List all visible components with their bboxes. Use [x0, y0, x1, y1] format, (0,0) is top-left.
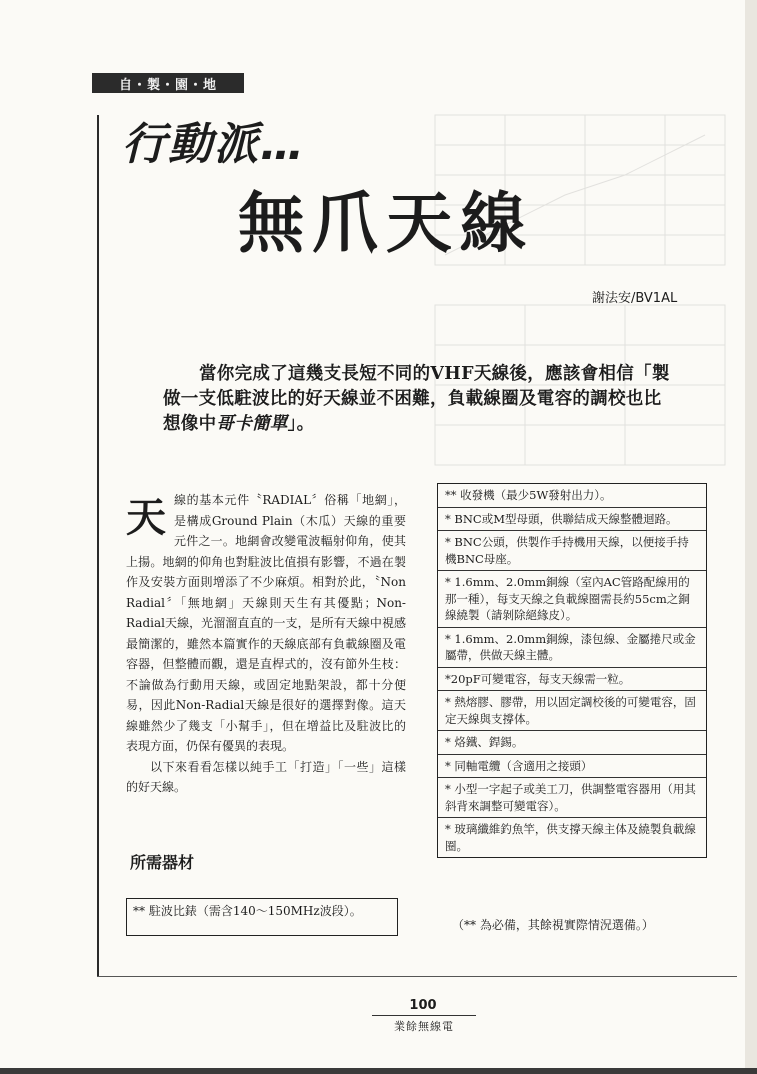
body-paragraph-1: 線的基本元件〝RADIAL〞俗稱「地網」，是構成Ground Plain（木瓜）天線的重要元件之一。地網會改變電波輻射仰角，使其上揚。地網的仰角也對駐波比值損有影響，不過在製作及安裝方面則增添了不少麻煩。相對於此，〝Non Radial〞「無地網」天線則天生有其優點；Non-Radial天線，光溜溜直直的一支，是所有天線中視感最簡潔的，雖然本篇實作的天線底部有負載線圈及電容器，但整體而觀，還是直桿式的，沒有節外生枝：不論做為行動用天線，或固定地點架設，都十分便易，因此Non-Radial天線是很好的選擇對像。這天線雖然少了幾支「小幫手」，但在增益比及駐波比的表現方面，仍保有優異的表現。	[126, 493, 406, 753]
intro-emphasis: 哥卡簡單	[216, 414, 288, 434]
materials-list	[437, 483, 707, 858]
materials-item: * 1.6mm、2.0mm銅線（室內AC管路配線用的那一種），每支天線之負載線圈需長約55cm之銅線繞製（請剝除絕緣皮）。	[438, 571, 706, 628]
bottom-rule	[97, 976, 737, 977]
scan-edge	[0, 1068, 757, 1074]
materials-item: * 同軸電纜（含適用之接頭）	[438, 755, 706, 779]
page-edge-shadow	[745, 0, 757, 1074]
materials-item: * 小型一字起子或美工刀，供調整電容器用（用其斜背來調整可變電容）。	[438, 778, 706, 818]
body-column	[126, 490, 406, 798]
drop-cap: 天	[126, 494, 166, 541]
vertical-rule	[97, 115, 99, 977]
section-tag: 自・製・園・地	[92, 73, 244, 93]
title-line-1: 行動派…	[122, 119, 306, 170]
title-line-2: 無爪天線	[238, 184, 534, 262]
intro-tail: 」。	[287, 414, 315, 434]
page-number: 100	[409, 998, 437, 1013]
materials-heading: 所需器材	[130, 853, 195, 872]
materials-item: ** 收發機（最少5W發射出力）。	[438, 484, 706, 508]
intro-paragraph	[163, 362, 673, 437]
footer-rule	[372, 1015, 476, 1016]
materials-item: * BNC或M型母頭，供聯結成天線整體迴路。	[438, 508, 706, 532]
materials-note: （** 為必備，其餘視實際情況選備。）	[452, 918, 654, 932]
materials-item: * 1.6mm、2.0mm銅線，漆包線、金屬捲尺或金屬帶，供做天線主體。	[438, 628, 706, 668]
materials-item: * BNC公頭，供製作手持機用天線，以便接手持機BNC母座。	[438, 531, 706, 571]
materials-left-item: ** 駐波比錶（需含140～150MHz波段）。	[126, 898, 398, 936]
author-byline: 謝法安/BV1AL	[592, 291, 678, 306]
materials-item: *20pF可變電容，每支天線需一粒。	[438, 668, 706, 692]
intro-lead: 當你完成了這幾支長短不同的VHF天線後，應該會相信「製做一支低駐波比的好天線並不困難，負載線圈及電容的調校也比想像中	[163, 364, 670, 434]
materials-item: * 玻璃纖維釣魚竿，供支撐天線主体及繞製負載線圈。	[445, 822, 696, 853]
body-paragraph-2: 以下來看看怎樣以純手工「打造」「一些」這樣的好天線。	[126, 759, 406, 794]
magazine-name: 業餘無線電	[394, 1020, 454, 1033]
materials-item: * 熱熔膠、膠帶，用以固定調校後的可變電容，固定天線與支撐体。	[438, 691, 706, 731]
materials-item: * 烙鐵、銲錫。	[438, 731, 706, 755]
